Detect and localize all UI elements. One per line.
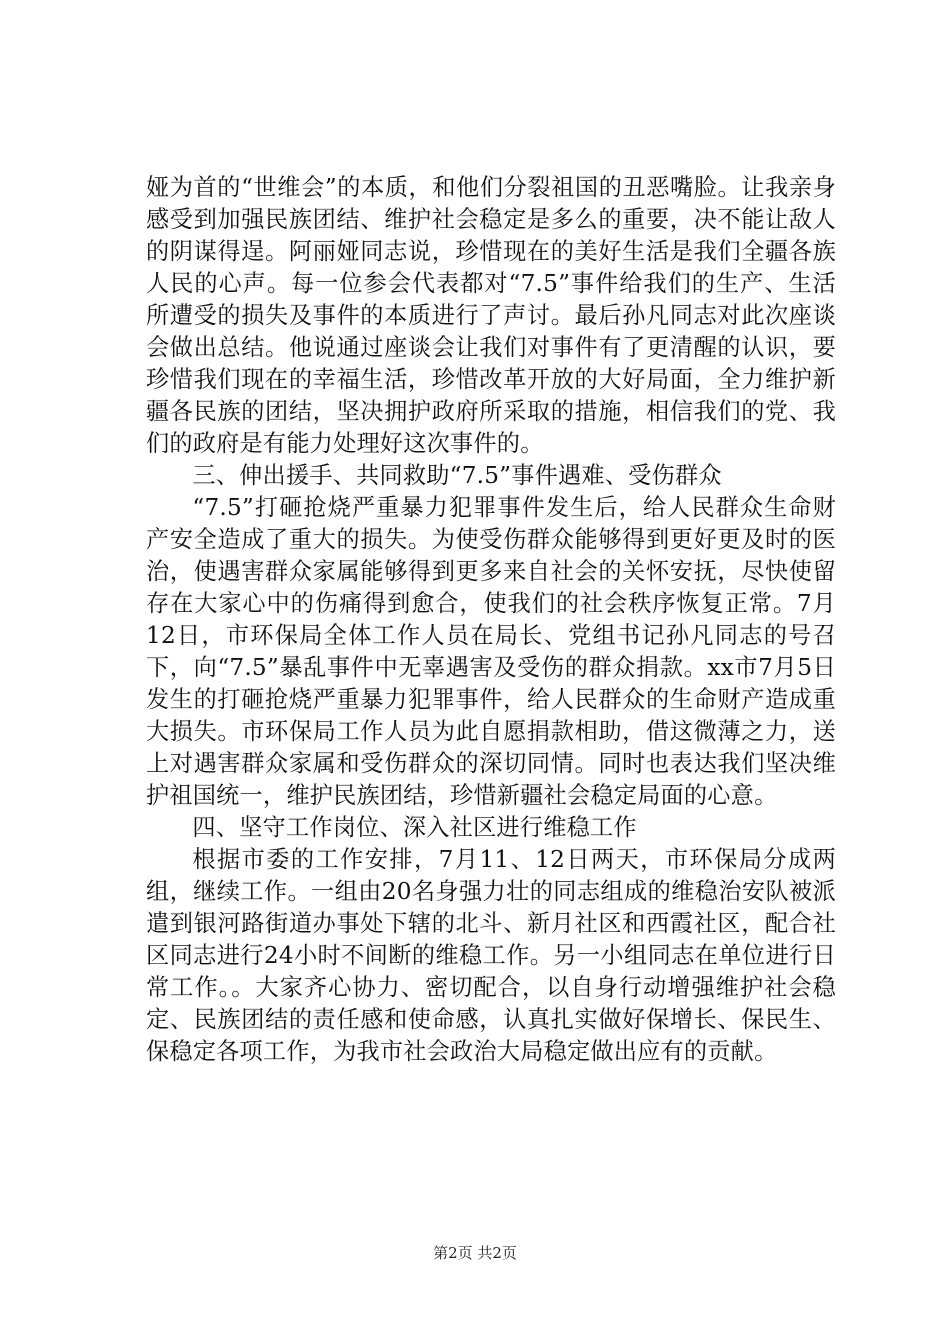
document-body — [146, 172, 836, 1068]
paragraph-meeting-summary: 娅为首的“世维会”的本质，和他们分裂祖国的丑恶嘴脸。让我亲身感受到加强民族团结、维护社会稳定是多么的重要，决不能让敌人的阴谋得逞。阿丽娅同志说，珍惜现在的美好生活是我们全疆各族人民的心声。每一位参会代表都对“7.5”事件给我们的生产、生活所遭受的损失及事件的本质进行了声讨。最后孙凡同志对此次座谈会做出总结。他说通过座谈会让我们对事件有了更清醒的认识，要珍惜我们现在的幸福生活，珍惜改革开放的大好局面，全力维护新疆各民族的团结，坚决拥护政府所采取的措施，相信我们的党、我们的政府是有能力处理好这次事件的。 — [146, 174, 836, 457]
page-footer: 第2页 共2页 — [433, 1244, 517, 1262]
section-heading-4: 四、坚守工作岗位、深入社区进行维稳工作 — [192, 814, 637, 841]
section-heading-3: 三、伸出援手、共同救助“7.5”事件遇难、受伤群众 — [192, 462, 722, 489]
paragraph-community-work: 根据市委的工作安排，7月11、12日两天，市环保局分成两组，继续工作。一组由20名身强力壮的同志组成的维稳治安队被派遣到银河路街道办事处下辖的北斗、新月社区和西霞社区，配合社区同志进行24小时不间断的维稳工作。另一小组同志在单位进行日常工作。。大家齐心协力、密切配合，以自身行动增强维护社会稳定、民族团结的责任感和使命感，认真扎实做好保增长、保民生、保稳定各项工作，为我市社会政治大局稳定做出应有的贡献。 — [146, 846, 836, 1065]
paragraph-donation: “7.5”打砸抢烧严重暴力犯罪事件发生后，给人民群众生命财产安全造成了重大的损失。为使受伤群众能够得到更好更及时的医治，使遇害群众家属能够得到更多来自社会的关怀安抚，尽快使留存在大家心中的伤痛得到愈合，使我们的社会秩序恢复正常。7月12日，市环保局全体工作人员在局长、党组书记孙凡同志的号召下，向“7.5”暴乱事件中无辜遇害及受伤的群众捐款。xx市7月5日发生的打砸抢烧严重暴力犯罪事件，给人民群众的生命财产造成重大损失。市环保局工作人员为此自愿捐款相助，借这微薄之力，送上对遇害群众家属和受伤群众的深切同情。同时也表达我们坚决维护祖国统一，维护民族团结，珍惜新疆社会稳定局面的心意。 — [146, 494, 836, 809]
